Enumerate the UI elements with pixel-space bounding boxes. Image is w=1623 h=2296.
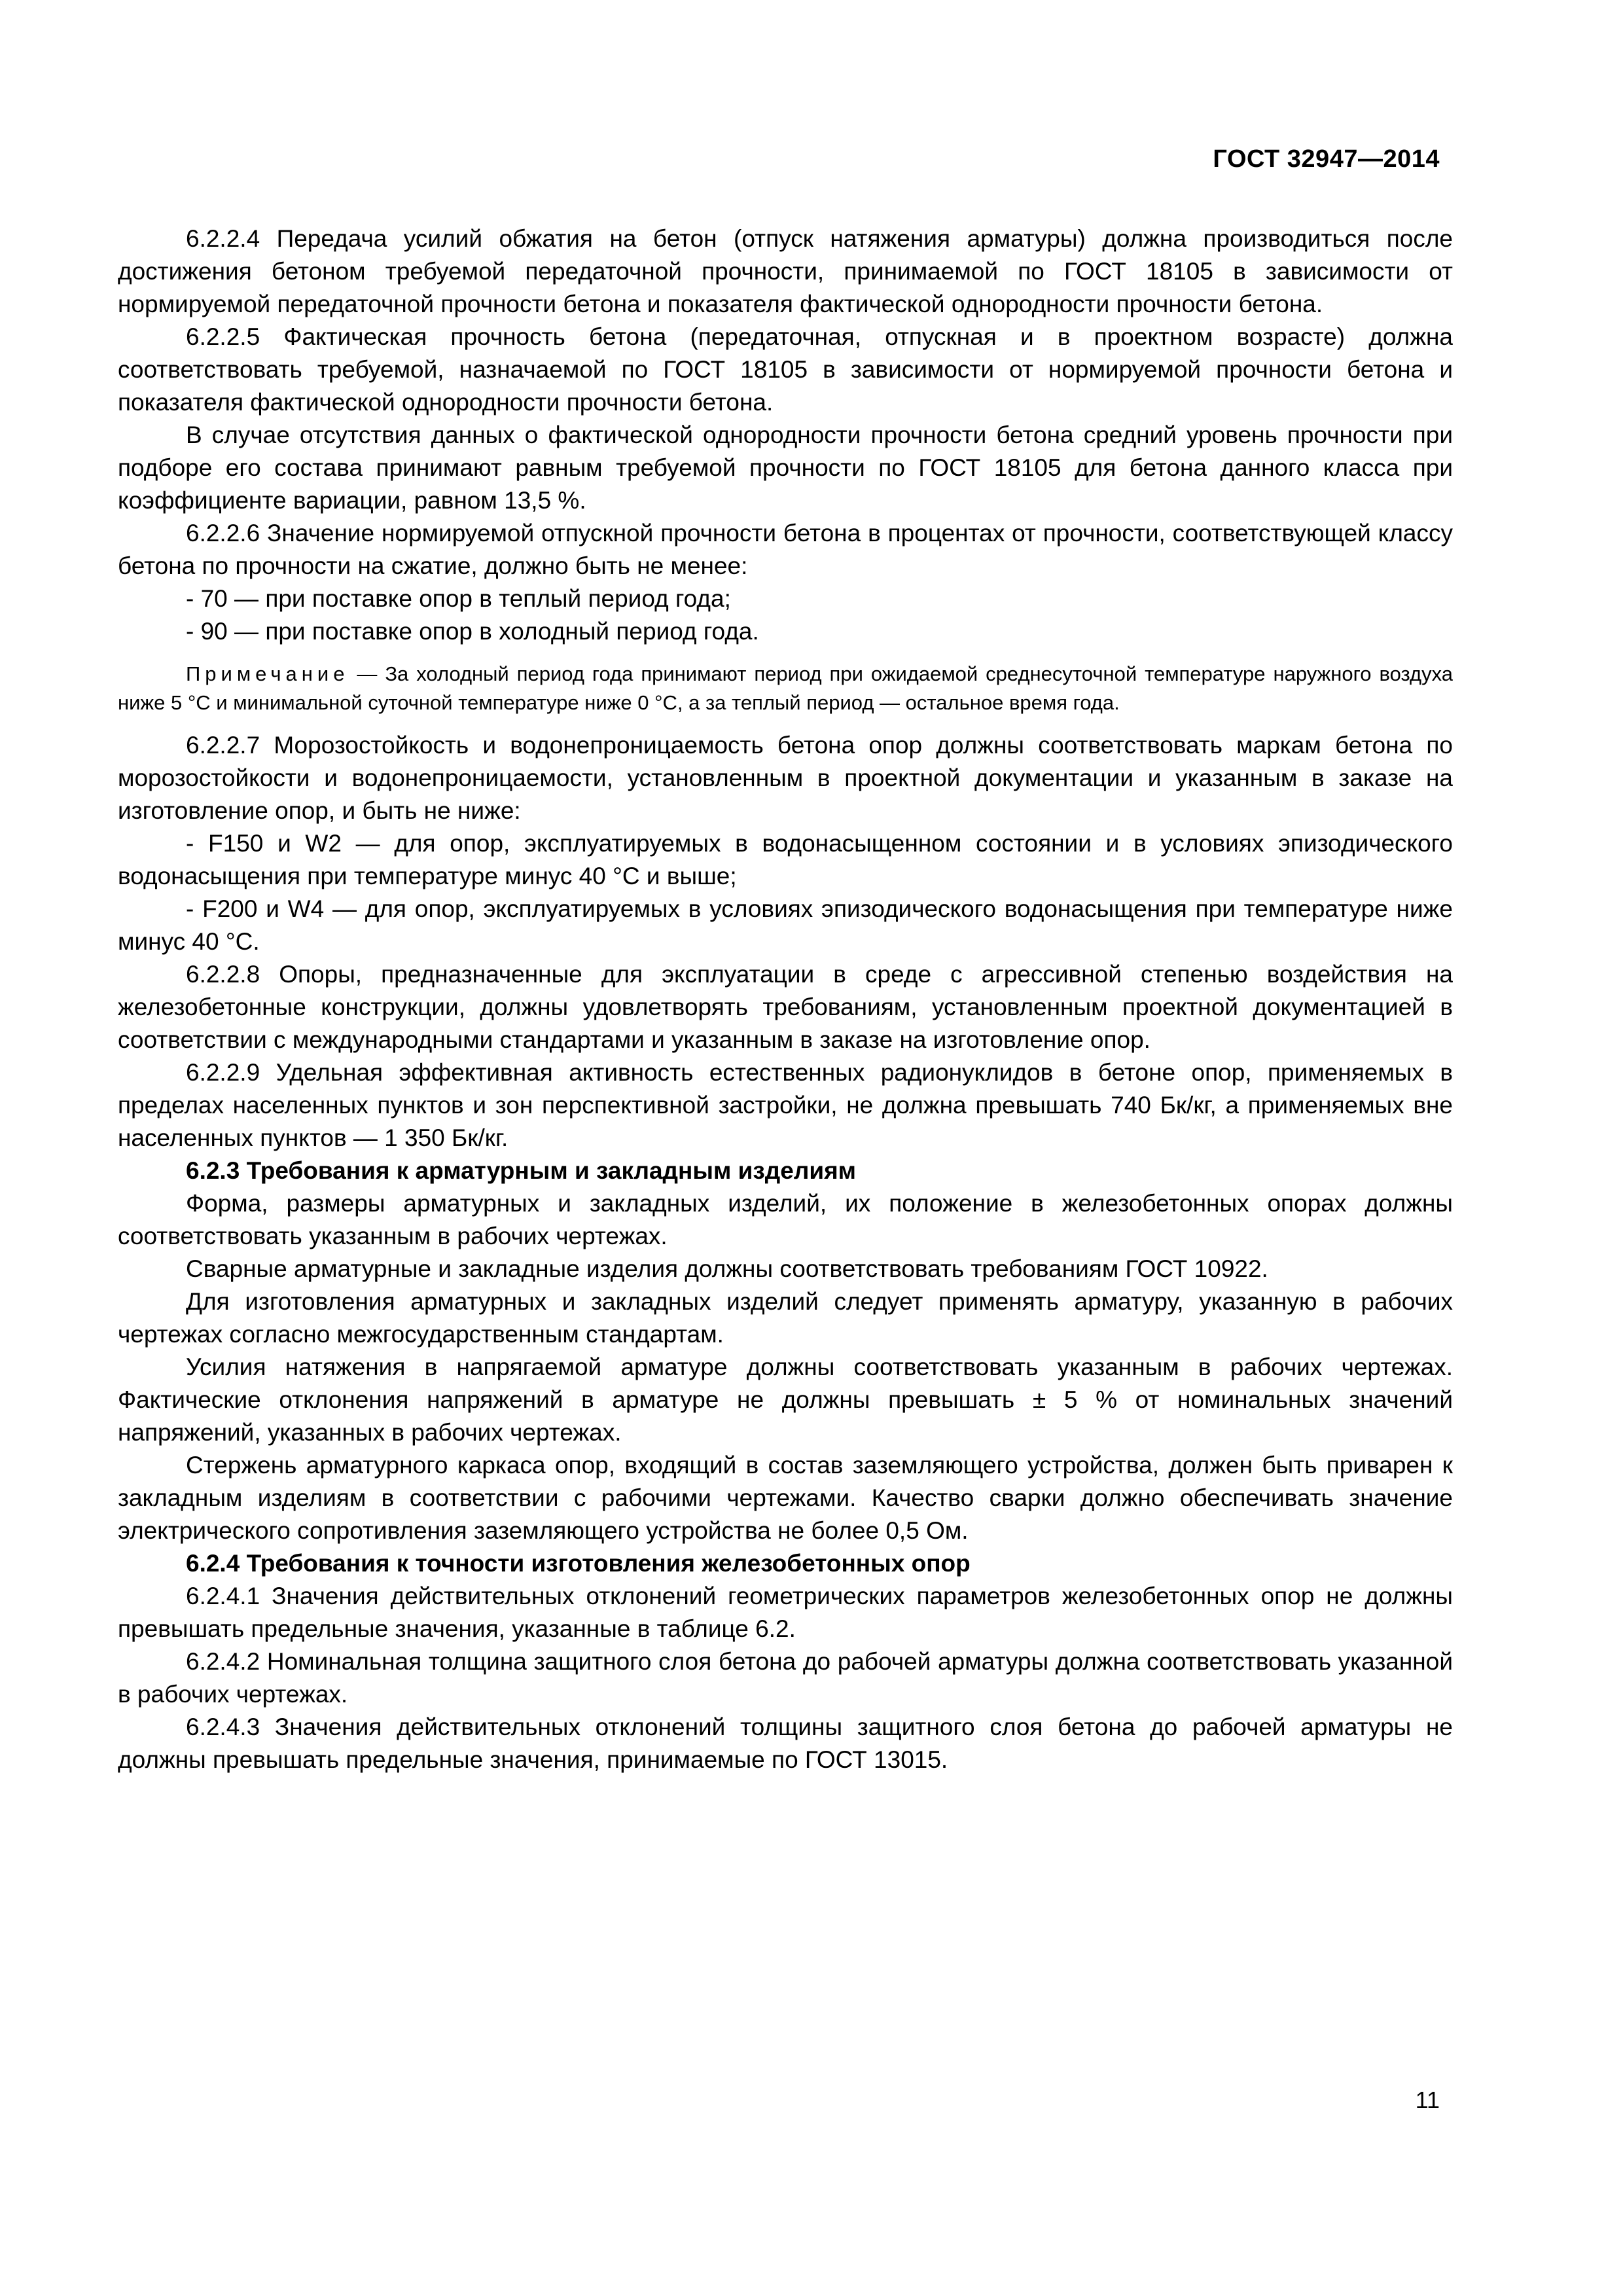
paragraph-welded-products: Сварные арматурные и закладные изделия должны соответствовать требованиям ГОСТ 10922. [186,1255,1268,1282]
list-item-cold-period: - 90 — при поставке опор в холодный период года. [186,618,759,645]
list-item-warm-period: - 70 — при поставке опор в теплый период года; [186,585,731,612]
paragraph-grounding-rod: Стержень арматурного каркаса опор, входящий в состав заземляющего устройства, должен быть приварен к закладным изделиям в соответствии с рабочими чертежами. Качество сварки должно обеспечивать значение электрического сопротивления заземляющего устройства не более 0,5 Ом. [118,1452,1453,1544]
note-label: Примечание [186,662,349,685]
paragraph-6-2-2-8: 6.2.2.8 Опоры, предназначенные для эксплуатации в среде с агрессивной степенью воздействия на железобетонные конструкции, должны удовлетворять требованиям, установленным проектной документацией в соответствии с международными стандартами и указанным в заказе на изготовление опор. [118,961,1453,1053]
page-number: 11 [1415,2087,1440,2113]
paragraph-6-2-2-7: 6.2.2.7 Морозостойкость и водонепроницаемость бетона опор должны соответствовать маркам бетона по морозостойкости и водонепроницаемости, установленным в проектной документации и указанным в заказе на изготовление опор, и быть не ниже: [118,732,1453,824]
paragraph-6-2-2-6: 6.2.2.6 Значение нормируемой отпускной прочности бетона в процентах от прочности, соответствующей классу бетона по прочности на сжатие, должно быть не менее: [118,520,1453,579]
paragraph-6-2-2-5: 6.2.2.5 Фактическая прочность бетона (передаточная, отпускная и в проектном возрасте) должна соответствовать требуемой, назначаемой по ГОСТ 18105 в зависимости от нормируемой прочности бетона и показателя фактической однородности прочности бетона. [118,323,1453,416]
note-text: — За холодный период года принимают период при ожидаемой среднесуточной температуре наружного воздуха ниже 5 °С и минимальной суточной температуре ниже 0 °С, а за теплый период — остальное время года. [118,662,1453,714]
list-item-f150-w2: - F150 и W2 — для опор, эксплуатируемых в водонасыщенном состоянии и в условиях эпизодического водонасыщения при температуре минус 40 °С и выше; [118,830,1453,889]
list-item-f200-w4: - F200 и W4 — для опор, эксплуатируемых в условиях эпизодического водонасыщения при температуре ниже минус 40 °С. [118,895,1453,955]
paragraph-6-2-2-9: 6.2.2.9 Удельная эффективная активность естественных радионуклидов в бетоне опор, применяемых в пределах населенных пунктов и зон перспективной застройки, не должна превышать 740 Бк/кг, а применяемых вне населенных пунктов — 1 350 Бк/кг. [118,1059,1453,1151]
paragraph-manufacture: Для изготовления арматурных и закладных изделий следует применять арматуру, указанную в рабочих чертежах согласно межгосударственным стандартам. [118,1288,1453,1348]
paragraph-6-2-4-2: 6.2.4.2 Номинальная толщина защитного слоя бетона до рабочей арматуры должна соответствовать указанной в рабочих чертежах. [118,1648,1453,1708]
section-heading-6-2-4: 6.2.4 Требования к точности изготовления железобетонных опор [186,1550,971,1577]
note [118,660,1453,717]
document-body [118,223,1453,1776]
paragraph-6-2-4-3: 6.2.4.3 Значения действительных отклонений толщины защитного слоя бетона до рабочей арматуры не должны превышать предельные значения, принимаемые по ГОСТ 13015. [118,1713,1453,1773]
paragraph-form-dimensions: Форма, размеры арматурных и закладных изделий, их положение в железобетонных опорах должны соответствовать указанным в рабочих чертежах. [118,1190,1453,1249]
section-heading-6-2-3: 6.2.3 Требования к арматурным и закладным изделиям [186,1157,857,1184]
paragraph-6-2-4-1: 6.2.4.1 Значения действительных отклонений геометрических параметров железобетонных опор не должны превышать предельные значения, указанные в таблице 6.2. [118,1583,1453,1642]
paragraph-tension-forces: Усилия натяжения в напрягаемой арматуре должны соответствовать указанным в рабочих чертежах. Фактические отклонения напряжений в арматуре не должны превышать ± 5 % от номинальных значений напряжений, указанных в рабочих чертежах. [118,1354,1453,1446]
paragraph-absence-of-data: В случае отсутствия данных о фактической однородности прочности бетона средний уровень прочности при подборе его состава принимают равным требуемой прочности по ГОСТ 18105 для бетона данного класса при коэффициенте вариации, равном 13,5 %. [118,422,1453,514]
document-code: ГОСТ 32947—2014 [1213,145,1440,173]
paragraph-6-2-2-4: 6.2.2.4 Передача усилий обжатия на бетон (отпуск натяжения арматуры) должна производиться после достижения бетоном требуемой передаточной прочности, принимаемой по ГОСТ 18105 в зависимости от нормируемой передаточной прочности бетона и показателя фактической однородности прочности бетона. [118,225,1453,317]
